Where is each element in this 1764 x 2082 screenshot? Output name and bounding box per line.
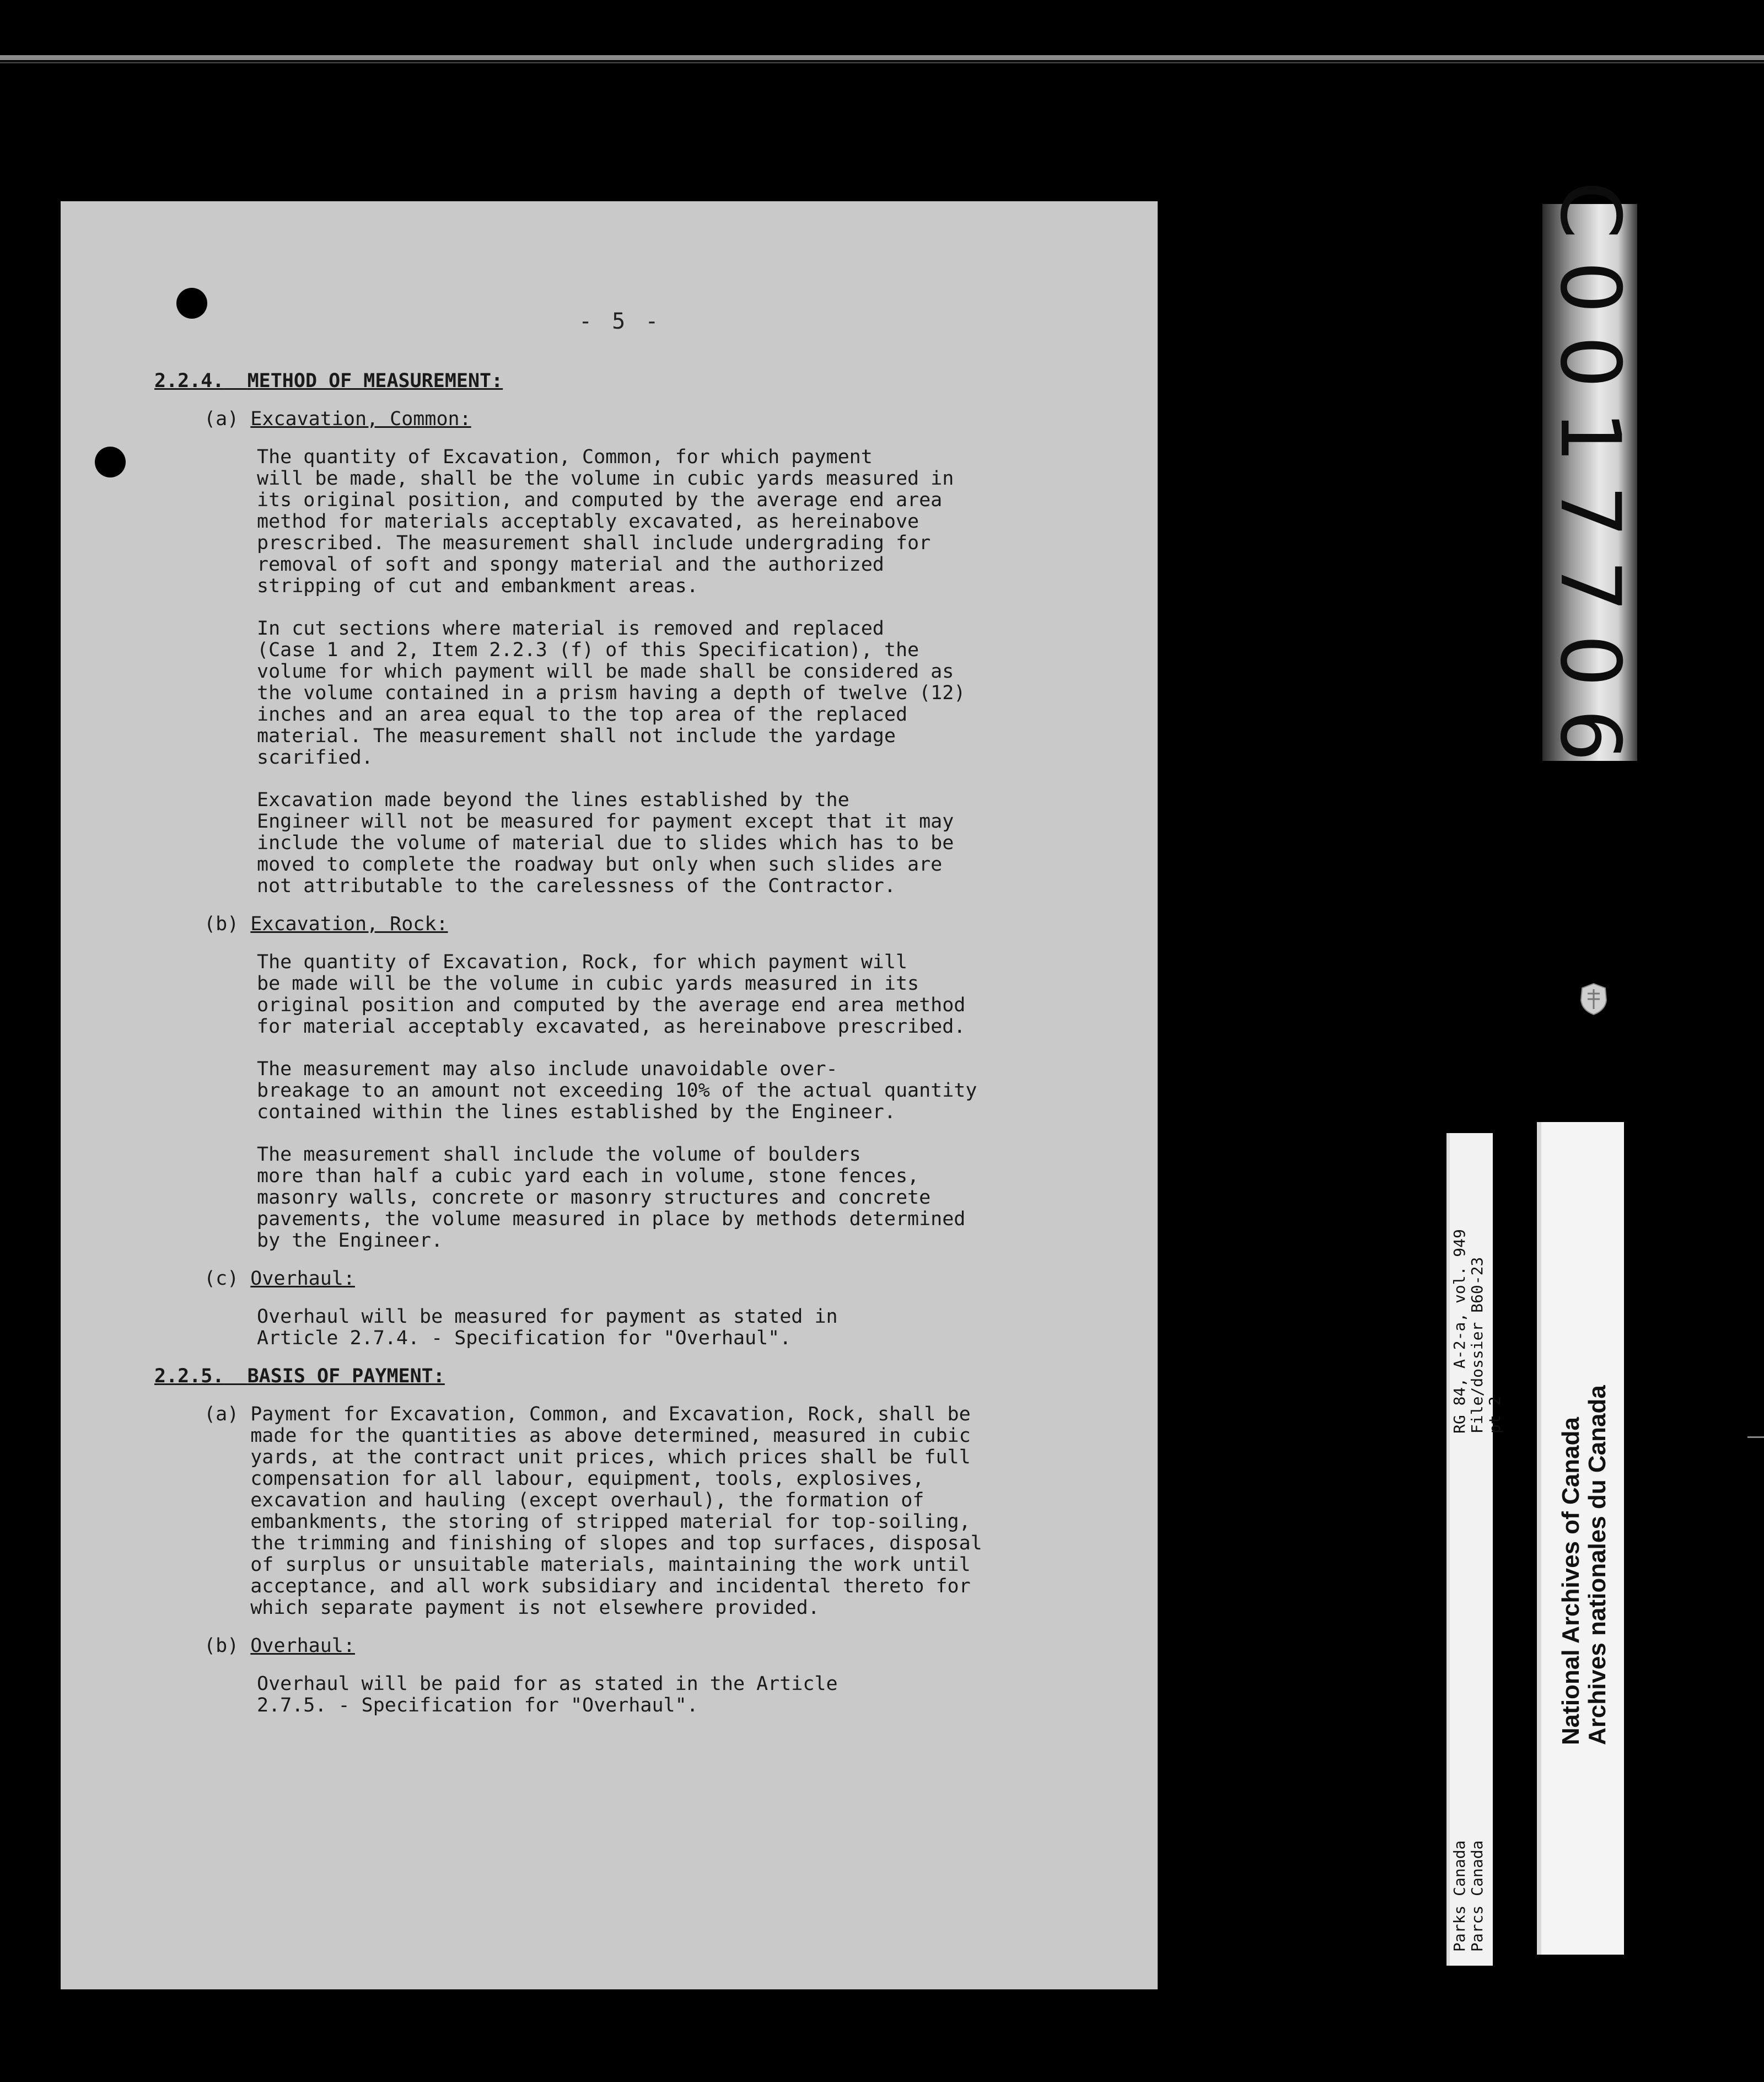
item-heading: (c) Overhaul:: [204, 1268, 355, 1290]
item-heading: (b) Overhaul:: [204, 1635, 355, 1657]
paragraph: [257, 790, 1102, 897]
document-body: [154, 371, 1102, 1716]
film-edge-line: [0, 55, 1764, 60]
item-heading: (a) Excavation, Common:: [204, 408, 471, 430]
archives-name: National Archives of Canada Archives nationales du Canada: [1557, 1385, 1611, 1745]
section-heading: 2.2.5. BASIS OF PAYMENT:: [154, 1365, 445, 1387]
paragraph-text: Overhaul will be measured for payment as stated in Article 2.7.4. - Specification for "Overhaul".: [257, 1306, 838, 1349]
paragraph-text: The quantity of Excavation, Common, for which payment will be made, shall be the volume in cubic yards measured in its original position, and computed by the average end area method for materials acceptably excavated, as hereinabove prescribed. The measurement shall include undergrading for removal of soft and spongy material and the authorized stripping of cut and embankment areas.: [257, 446, 954, 597]
item-heading: (b) Excavation, Rock:: [204, 913, 448, 935]
section-heading: 2.2.4. METHOD OF MEASUREMENT:: [154, 370, 503, 392]
paragraph-text: The measurement may also include unavoidable over- breakage to an amount not exceeding 10% of the actual quantity contained within the lines established by the Engineer.: [257, 1058, 977, 1123]
paragraph-text: Excavation made beyond the lines established by the Engineer will not be measured for payment except that it may include the volume of material due to slides which has to be moved to complete the roadway but only when such slides are not attributable to the carelessness of the Contractor.: [257, 789, 954, 897]
frame-number-strip: [1542, 181, 1638, 784]
paragraph: [257, 1059, 1102, 1123]
film-edge-line-secondary: [0, 62, 1764, 63]
agency-text: Parks Canada Parcs Canada: [1450, 1840, 1486, 1952]
paragraph-text: In cut sections where material is removed and replaced (Case 1 and 2, Item 2.2.3 (f) of this Specification), the volume for which payment will be made shall be considered as the volume contained in a prism having a depth of twelve (12) inches and an area equal to the top area of the replaced material. The measurement shall not include the yardage scarified.: [257, 618, 966, 769]
punch-hole-top: [176, 288, 207, 319]
paragraph-text: Payment for Excavation, Common, and Excavation, Rock, shall be made for the quantities as above determined, measured in cubic yards, at the contract unit prices, which prices shall be full compensation for all labour, equipment, tools, explosives, excavation and hauling (except overhaul), the formation of embankments, the storing of stripped material for top-soiling, the trimming and finishing of slopes and top surfaces, disposal of surplus or unsuitable materials, maintaining the work until acceptance, and all work subsidiary and incidental thereto for which separate payment is not elsewhere provided.: [250, 1403, 982, 1619]
paragraph-text: The measurement shall include the volume of boulders more than half a cubic yard each in volume, stone fences, masonry walls, concrete or masonry structures and concrete pavements, the volume measured in place by methods determined by the Engineer.: [257, 1144, 966, 1252]
paragraph: [257, 447, 1102, 597]
frame-number: C0017706: [1542, 181, 1638, 784]
page-number: - 5 -: [579, 309, 662, 334]
paragraph: [257, 1306, 1102, 1349]
item-block: [204, 1404, 1102, 1619]
reference-text: RG 84, A-2-a, vol. 949 File/dossier B60-23 pt 2: [1450, 1229, 1504, 1434]
paragraph-text: The quantity of Excavation, Rock, for which payment will be made will be the volume in cubic yards measured in its original position and computed by the average end area method for material acceptably excavated, as hereinabove prescribed.: [257, 951, 966, 1038]
edge-mark: [1747, 1436, 1764, 1438]
item-label: (a): [204, 1403, 239, 1425]
paragraph: [257, 952, 1102, 1038]
paragraph: [257, 1144, 1102, 1252]
crest-icon: [1578, 981, 1610, 1016]
punch-hole-middle: [95, 447, 126, 477]
paragraph-text: Overhaul will be paid for as stated in the Article 2.7.5. - Specification for "Overhaul".: [257, 1673, 838, 1716]
paragraph: [257, 1673, 1102, 1716]
paragraph: [257, 618, 1102, 769]
